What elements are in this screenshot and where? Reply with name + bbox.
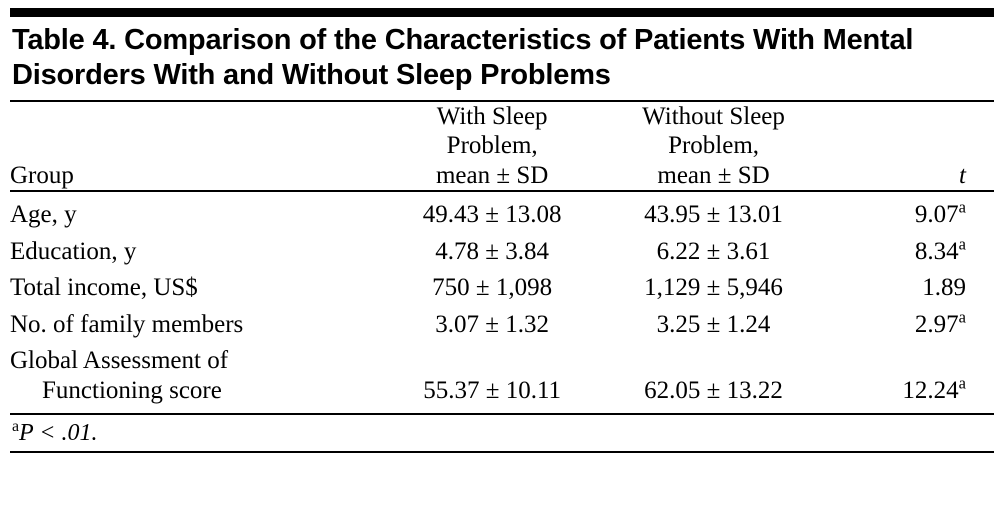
t-number: 9.07	[914, 201, 959, 229]
cell-without-sleep: 3.25 ± 1.24	[656, 310, 771, 338]
header-row-3	[10, 161, 994, 191]
cell-without-sleep: 6.22 ± 3.61	[656, 237, 771, 265]
table-title: Table 4. Comparison of the Characteristics of Patients With Mental Disorders With and Without Sleep Problems	[12, 24, 914, 92]
data-table	[10, 102, 994, 191]
cell-with-sleep: 4.78 ± 3.84	[435, 237, 550, 265]
table-container	[0, 8, 1004, 524]
table-header	[10, 102, 994, 191]
header-t-statistic: t	[959, 161, 966, 189]
t-footnote-marker: a	[958, 307, 966, 327]
row-label-line2: Functioning score	[42, 376, 222, 404]
header-without-sleep-line2: Problem,	[668, 132, 760, 160]
cell-t-value	[827, 341, 994, 407]
cell-with-sleep: 49.43 ± 13.08	[422, 201, 562, 229]
table-row	[10, 268, 994, 305]
table-row	[10, 341, 994, 407]
t-footnote-marker: a	[958, 373, 966, 393]
header-row-2	[10, 131, 994, 161]
row-label: Education, y	[10, 237, 137, 265]
header-with-sleep-line3: mean ± SD	[435, 161, 549, 189]
t-number: 8.34	[914, 237, 959, 265]
footnote-marker: a	[12, 418, 20, 436]
cell-t-value	[827, 232, 994, 269]
cell-with-sleep: 750 ± 1,098	[432, 274, 553, 302]
t-number: 12.24	[902, 376, 959, 404]
footnote-text: P < .01.	[19, 420, 98, 447]
header-spacer-2	[10, 131, 384, 161]
table-body	[10, 192, 994, 407]
cell-t-value	[827, 192, 994, 232]
t-number: 1.89	[922, 274, 966, 302]
cell-without-sleep: 43.95 ± 13.01	[644, 201, 783, 229]
header-with-sleep-line2: Problem,	[446, 132, 538, 160]
header-group: Group	[10, 161, 74, 189]
cell-t-value	[827, 268, 994, 305]
t-footnote-marker: a	[958, 234, 966, 254]
row-label: Total income, US$	[10, 274, 198, 302]
header-row-1	[10, 102, 994, 132]
cell-with-sleep: 55.37 ± 10.11	[423, 376, 562, 404]
table-row	[10, 192, 994, 232]
table-footnote	[10, 415, 994, 451]
header-with-sleep-line1: With Sleep	[436, 102, 548, 130]
row-label: Age, y	[10, 201, 77, 229]
header-without-sleep-line1: Without Sleep	[642, 102, 785, 130]
cell-t-value	[827, 305, 994, 342]
header-t-spacer	[827, 102, 994, 132]
cell-without-sleep: 1,129 ± 5,946	[644, 274, 783, 302]
table-row	[10, 305, 994, 342]
data-table-body	[10, 192, 994, 407]
row-label: No. of family members	[10, 310, 244, 338]
cell-without-sleep: 62.05 ± 13.22	[644, 376, 783, 404]
header-spacer	[10, 102, 384, 132]
cell-with-sleep: 3.07 ± 1.32	[435, 310, 550, 338]
bottom-rule	[10, 451, 994, 453]
row-label	[10, 341, 384, 407]
t-footnote-marker: a	[958, 197, 966, 217]
row-label-line1: Global Assessment of	[10, 347, 229, 375]
top-rule	[10, 8, 994, 17]
header-t-spacer-2	[827, 131, 994, 161]
t-number: 2.97	[914, 310, 959, 338]
table-row	[10, 232, 994, 269]
header-without-sleep-line3: mean ± SD	[657, 161, 770, 189]
